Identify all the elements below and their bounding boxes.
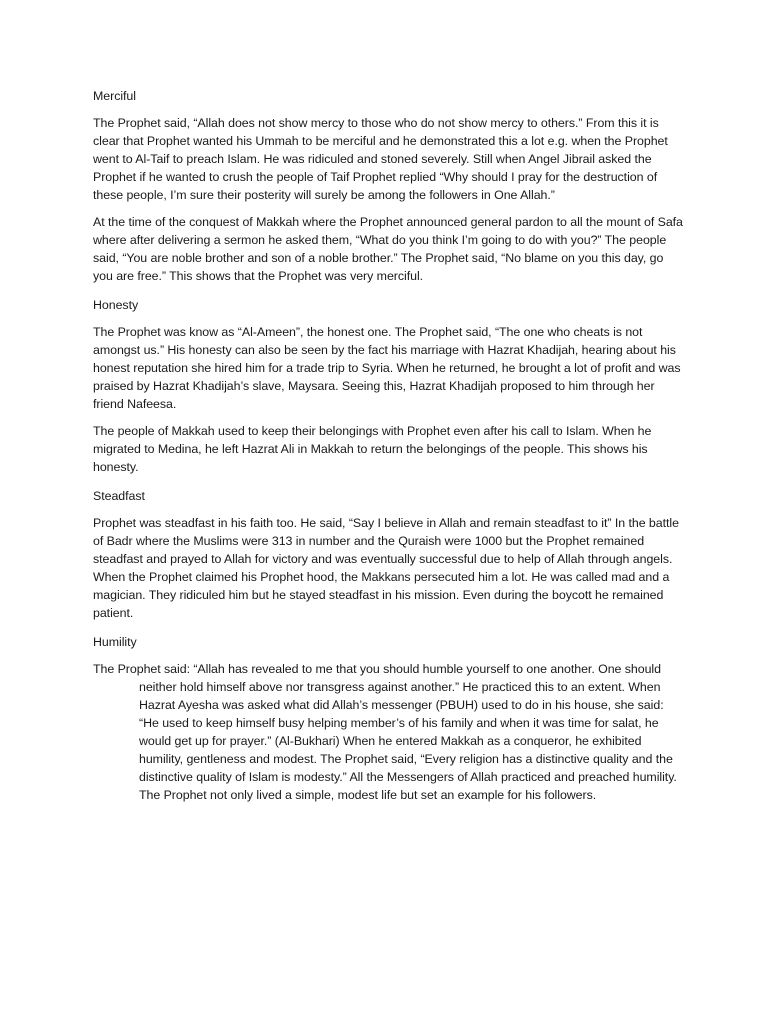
section-honesty — [93, 294, 683, 476]
section-heading: Honesty — [93, 298, 139, 312]
section-steadfast — [93, 485, 683, 622]
paragraph: The Prophet said, “Allah does not show mercy to those who do not show mercy to others.” From this it is clear that Prophet wanted his Ummah to be merciful and he demonstrated this a lot e.g. when the Prophet went to Al-Taif to preach Islam. He was ridiculed and stoned severely. Still when Angel Jibrail asked the Prophet if he wanted to crush the people of Taif Prophet replied “Why should I pray for the destruction of these people, I’m sure their posterity will surely be among the followers in One Allah.” — [93, 116, 668, 202]
paragraph: The Prophet said: “Allah has revealed to me that you should humble yourself to one another. One should neither hold himself above nor transgress against another.” He practiced this to an extent. When Hazrat Ayesha was asked what did Allah’s messenger (PBUH) used to do in his house, she said: “He used to keep himself busy helping member’s of his family and when it was time for salat, he would get up for prayer.” (Al-Bukhari) When he entered Makkah as a conqueror, he exhibited humility, gentleness and modest. The Prophet said, “Every religion has a distinctive quality and the distinctive quality of Islam is modesty.” All the Messengers of Allah practiced and preached humility. The Prophet not only lived a simple, modest life but set an example for his followers. — [93, 662, 677, 802]
document-page — [93, 85, 683, 813]
section-merciful — [93, 85, 683, 285]
section-heading: Humility — [93, 635, 137, 649]
section-heading: Merciful — [93, 89, 136, 103]
paragraph: At the time of the conquest of Makkah where the Prophet announced general pardon to all the mount of Safa where after delivering a sermon he asked them, “What do you think I’m going to do with you?” The people said, “You are noble brother and son of a noble brother.” The Prophet said, “No blame on you this day, go you are free.” This shows that the Prophet was very merciful. — [93, 215, 683, 283]
section-heading: Steadfast — [93, 489, 145, 503]
paragraph: The Prophet was know as “Al-Ameen”, the honest one. The Prophet said, “The one who cheats is not amongst us.” His honesty can also be seen by the fact his marriage with Hazrat Khadijah, hearing about his honest reputation she hired him for a trade trip to Syria. When he returned, he brought a lot of profit and was praised by Hazrat Khadijah’s slave, Maysara. Seeing this, Hazrat Khadijah proposed to him through her friend Nafeesa. — [93, 325, 681, 411]
paragraph: Prophet was steadfast in his faith too. He said, “Say I believe in Allah and remain steadfast to it” In the battle of Badr where the Muslims were 313 in number and the Quraish were 1000 but the Prophet remained steadfast and prayed to Allah for victory and was eventually successful due to help of Allah through angels. When the Prophet claimed his Prophet hood, the Makkans persecuted him a lot. He was called mad and a magician. They ridiculed him but he stayed steadfast in his mission. Even during the boycott he remained patient. — [93, 516, 679, 620]
section-humility — [93, 631, 683, 804]
paragraph: The people of Makkah used to keep their belongings with Prophet even after his call to Islam. When he migrated to Medina, he left Hazrat Ali in Makkah to return the belongings of the people. This shows his honesty. — [93, 424, 652, 474]
